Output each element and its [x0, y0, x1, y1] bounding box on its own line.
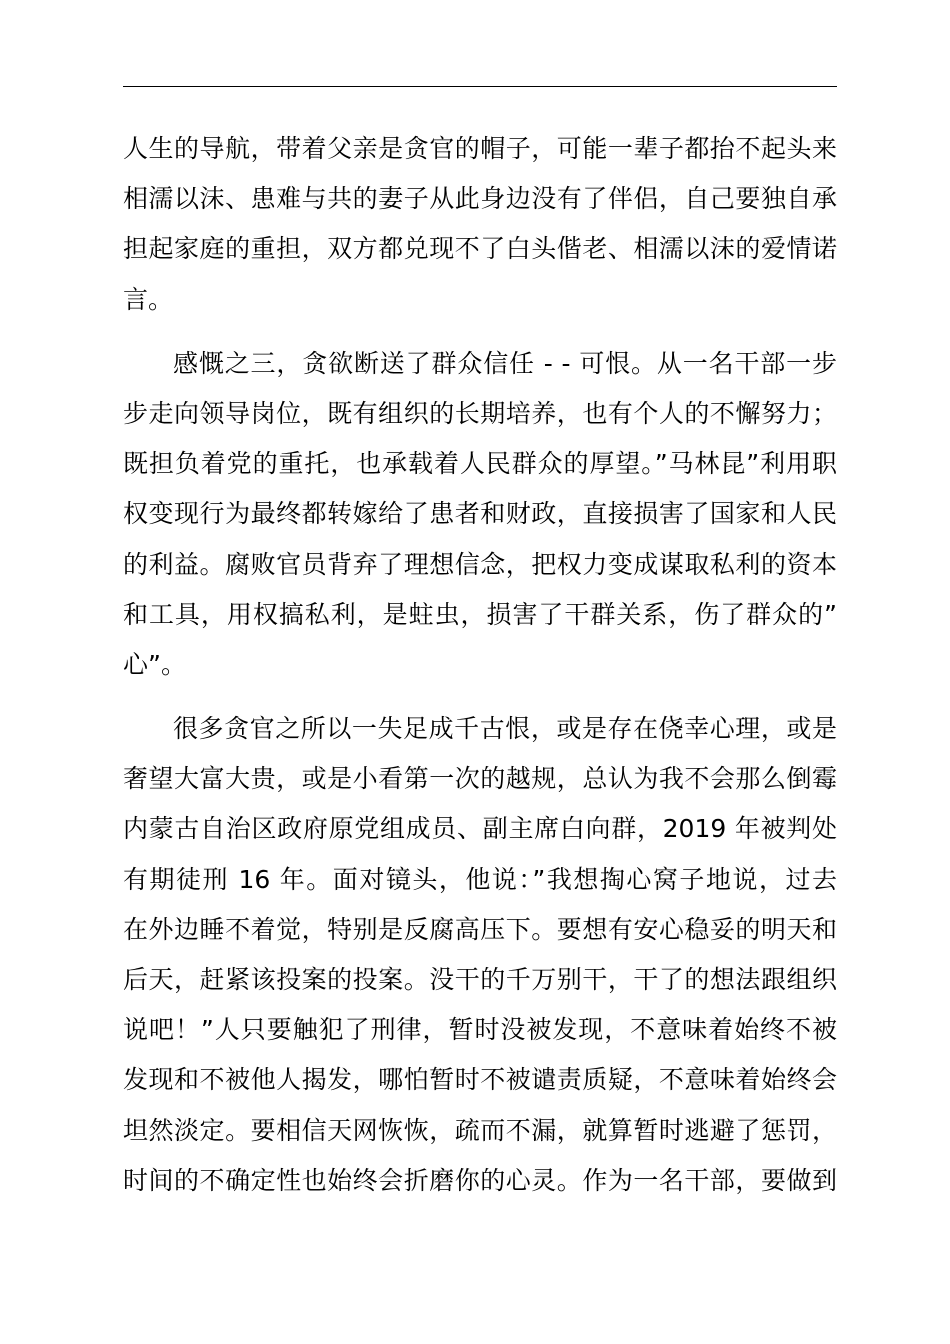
text-line: 的利益。腐败官员背弃了理想信念，把权力变成谋取私利的资本 — [123, 549, 837, 579]
text-line: 和工具，用权搞私利，是蛀虫，损害了干群关系，伤了群众的” — [123, 599, 837, 629]
text-line: 内蒙古自治区政府原党组成员、副主席白向群，2019 年被判处 — [123, 814, 837, 844]
text-line: 坦然淡定。要相信天网恢恢，疏而不漏，就算暂时逃避了惩罚， — [123, 1115, 837, 1145]
text-line: 奢望大富大贵，或是小看第一次的越规，总认为我不会那么倒霉 — [123, 764, 837, 794]
text-line: 后天，赶紧该投案的投案。没干的千万别干，干了的想法跟组织 — [123, 965, 837, 994]
text-line: 在外边睡不着觉，特别是反腐高压下。要想有安心稳妥的明天和 — [123, 914, 837, 944]
text-line: 权变现行为最终都转嫁给了患者和财政，直接损害了国家和人民 — [123, 499, 837, 529]
text-line: 感慨之三，贪欲断送了群众信任 - - 可恨。从一名干部一步 — [173, 348, 837, 378]
body-text — [123, 124, 837, 1206]
paragraph-gap — [123, 690, 837, 704]
paragraph-gap — [123, 325, 837, 339]
text-line: 言。 — [123, 284, 174, 314]
text-line: 心”。 — [123, 649, 186, 679]
text-line: 相濡以沫、患难与共的妻子从此身边没有了伴侣，自己要独自承 — [123, 184, 837, 214]
text-line: 步走向领导岗位，既有组织的长期培养，也有个人的不懈努力； — [123, 398, 837, 428]
text-line: 既担负着党的重托，也承载着人民群众的厚望。”马林昆”利用职 — [123, 449, 837, 479]
text-line: 很多贪官之所以一失足成千古恨，或是存在侥幸心理，或是 — [173, 714, 837, 744]
text-line: 时间的不确定性也始终会折磨你的心灵。作为一名干部，要做到 — [123, 1165, 837, 1195]
paragraph-1 — [123, 124, 837, 325]
paragraph-3 — [123, 704, 837, 1206]
header-rule — [123, 86, 837, 87]
text-line: 发现和不被他人揭发，哪怕暂时不被谴责质疑，不意味着始终会 — [123, 1065, 837, 1095]
text-line: 担起家庭的重担，双方都兑现不了白头偕老、相濡以沫的爱情诺 — [123, 234, 837, 264]
text-line: 有期徒刑 16 年。面对镜头，他说：”我想掏心窝子地说，过去 — [123, 864, 837, 894]
text-line: 人生的导航，带着父亲是贪官的帽子，可能一辈子都抬不起头来 — [123, 134, 837, 163]
paragraph-2 — [123, 339, 837, 690]
text-line: 说吧！”人只要触犯了刑律，暂时没被发现，不意味着始终不被 — [123, 1015, 837, 1045]
